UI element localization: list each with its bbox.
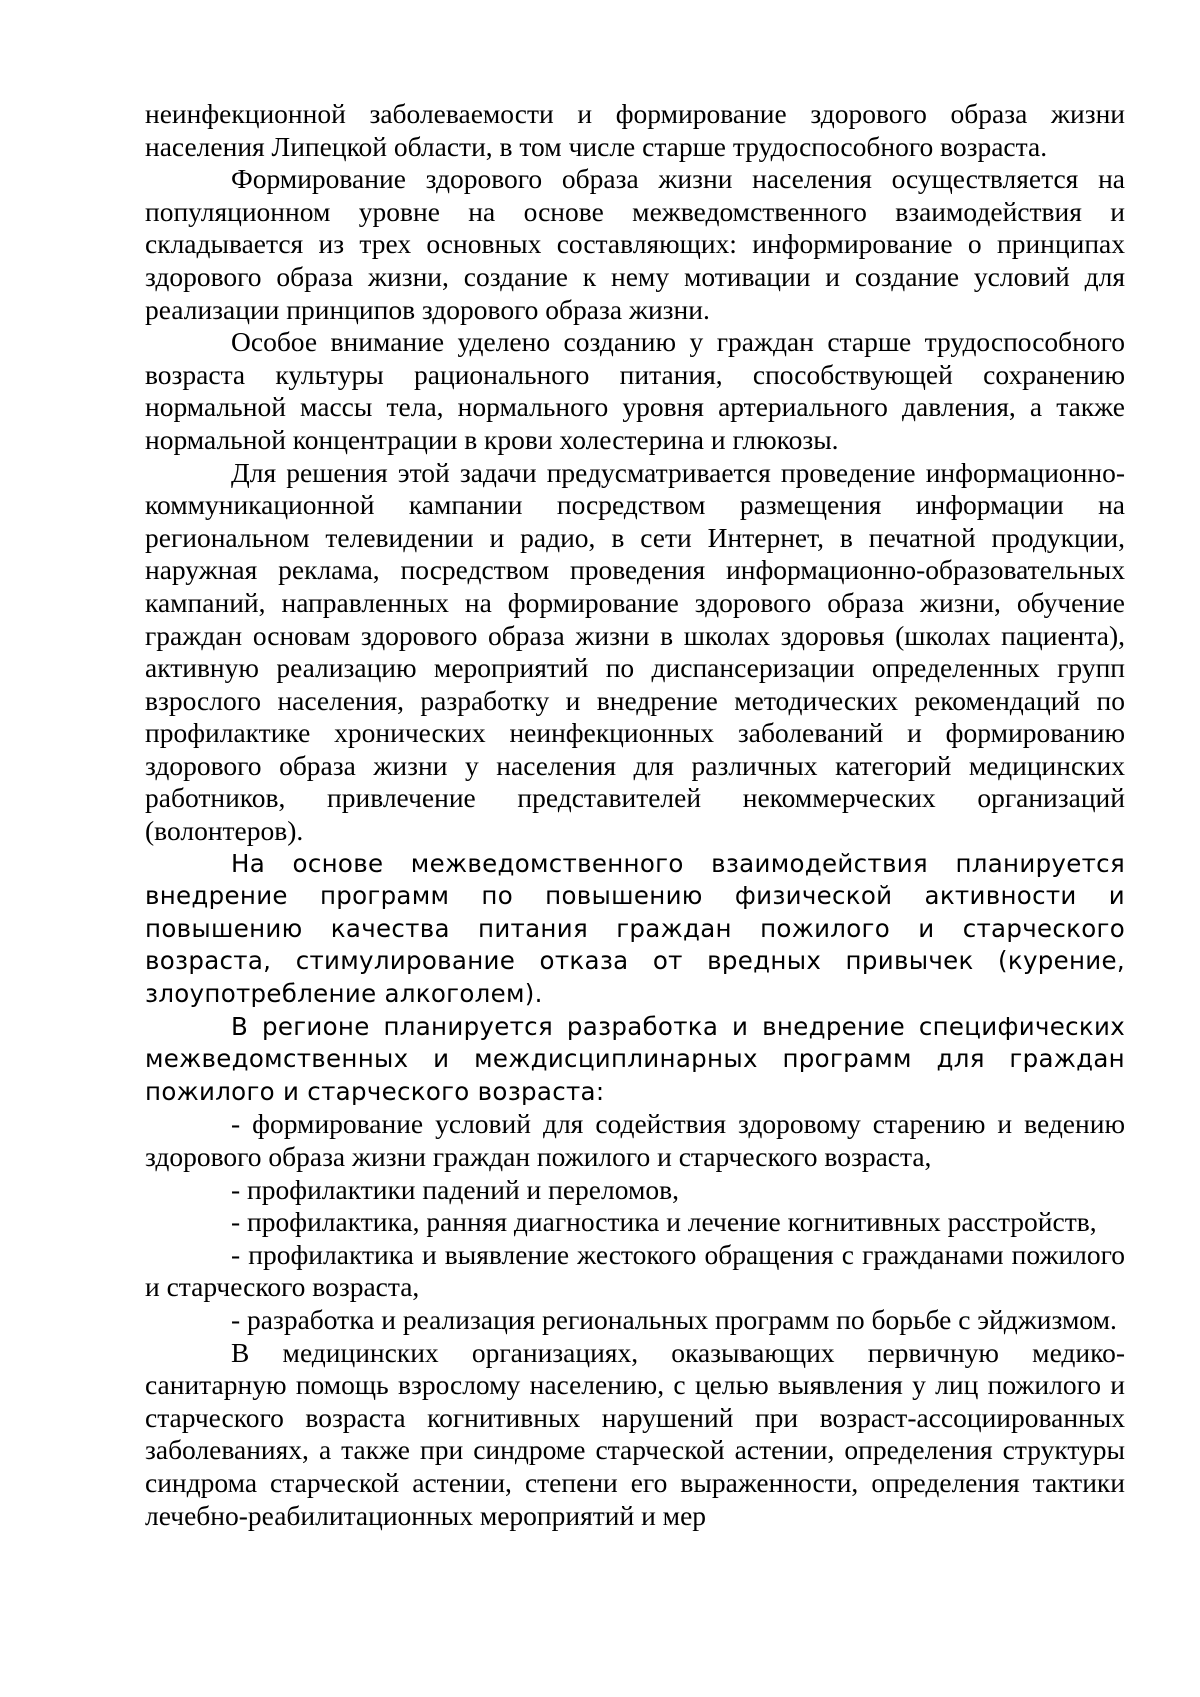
paragraph-nutrition-culture: Особое внимание уделено созданию у граждан старше трудоспособного возраста культуры рационального питания, способствующей сохранению нормальной массы тела, нормального уровня артериального давления, а также нормальной концентрации в крови холестерина и глюкозы.: [145, 326, 1125, 455]
paragraph-interagency-programs: На основе межведомственного взаимодействия планируется внедрение программ по повышению физической активности и повышению качества питания граждан пожилого и старческого возраста, стимулирование отказа от вредных привычек (курение, злоупотребление алкоголем).: [145, 848, 1125, 1009]
paragraph-regional-programs: В регионе планируется разработка и внедрение специфических межведомственных и междисциплинарных программ для граждан пожилого и старческого возраста:: [145, 1011, 1125, 1106]
list-item-healthy-aging: - формирование условий для содействия здоровому старению и ведению здорового образа жизни граждан пожилого и старческого возраста,: [145, 1108, 1125, 1172]
document-body: [145, 98, 1125, 1532]
paragraph-healthy-lifestyle: Формирование здорового образа жизни населения осуществляется на популяционном уровне на основе межведомственного взаимодействия и складывается из трех основных составляющих: информирование о принципах здорового образа жизни, создание к нему мотивации и создание условий для реализации принципов здорового образа жизни.: [145, 163, 1125, 325]
list-item-abuse-prevention: - профилактика и выявление жестокого обращения с гражданами пожилого и старческого возраста,: [145, 1238, 1125, 1303]
list-item-fall-prevention: - профилактики падений и переломов,: [231, 1173, 679, 1205]
paragraph-medical-organizations: В медицинских организациях, оказывающих первичную медико-санитарную помощь взрослому населению, с целью выявления у лиц пожилого и старческого возраста когнитивных нарушений при возраст-ассоциированных заболеваниях, а также при синдроме старческой астении, определения структуры синдрома старческой астении, степени его выраженности, определения тактики лечебно-реабилитационных мероприятий и мер: [145, 1336, 1125, 1531]
paragraph-information-campaign: Для решения этой задачи предусматривается проведение информационно-коммуникационной кампании посредством размещения информации на региональном телевидении и радио, в сети Интернет, в печатной продукции, наружная реклама, посредством проведения информационно-образовательных кампаний, направленных на формирование здорового образа жизни, обучение граждан основам здорового образа жизни в школах здоровья (школах пациента), активную реализацию мероприятий по диспансеризации определенных групп взрослого населения, разработку и внедрение методических рекомендаций по профилактике хронических неинфекционных заболеваний и формированию здорового образа жизни у населения для различных категорий медицинских работников, привлечение представителей некоммерческих организаций (волонтеров).: [145, 456, 1125, 847]
paragraph-continuation: неинфекционной заболеваемости и формирование здорового образа жизни населения Липецкой области, в том числе старше трудоспособного возраста.: [145, 98, 1125, 162]
list-item-ageism: - разработка и реализация региональных программ по борьбе с эйджизмом.: [231, 1303, 1117, 1335]
list-item-cognitive-disorders: - профилактика, ранняя диагностика и лечение когнитивных расстройств,: [231, 1206, 1097, 1238]
